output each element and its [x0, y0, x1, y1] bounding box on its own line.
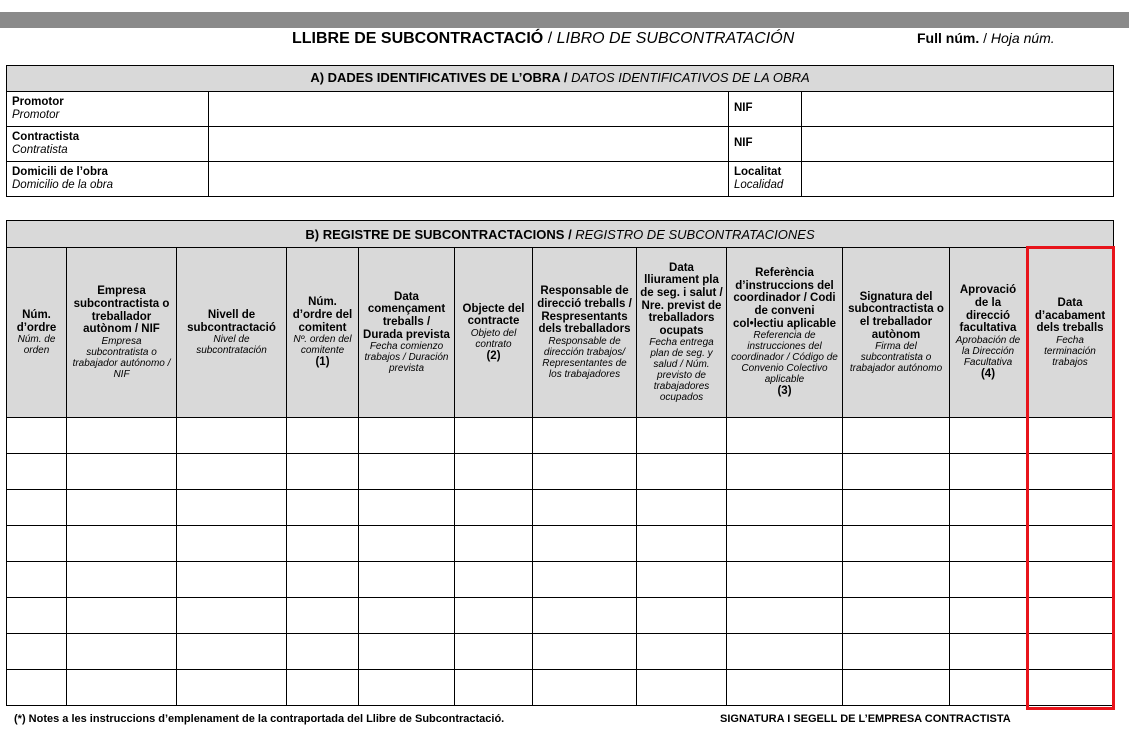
- contractista-row: [7, 127, 1114, 162]
- contractista-nif-label: NIF: [729, 127, 802, 162]
- table-cell[interactable]: [7, 598, 67, 634]
- table-cell[interactable]: [67, 562, 177, 598]
- column-header-note: (4): [980, 367, 996, 380]
- column-header-6: [455, 248, 533, 418]
- table-cell[interactable]: [7, 634, 67, 670]
- column-header-es: Empresa subcontratista o trabajador autónomo / NIF: [72, 335, 171, 380]
- column-header-5: [359, 248, 455, 418]
- column-header-12: [1027, 248, 1114, 418]
- table-cell[interactable]: [727, 598, 843, 634]
- table-row: [7, 454, 1114, 490]
- table-cell[interactable]: [637, 634, 727, 670]
- table-cell[interactable]: [1027, 634, 1114, 670]
- table-cell[interactable]: [533, 418, 637, 454]
- table-cell[interactable]: [843, 562, 950, 598]
- column-header-row: [7, 248, 1114, 418]
- section-a-table: [6, 65, 1114, 197]
- table-cell[interactable]: [177, 454, 287, 490]
- table-cell[interactable]: [67, 490, 177, 526]
- column-header-4: [287, 248, 359, 418]
- table-row: [7, 418, 1114, 454]
- column-header-ca: Referència d’instruccions del coordinador / Codi de conveni col•lectiu aplicable: [732, 267, 837, 330]
- table-row: [7, 634, 1114, 670]
- table-cell[interactable]: [455, 526, 533, 562]
- table-cell[interactable]: [359, 562, 455, 598]
- table-cell[interactable]: [177, 634, 287, 670]
- table-cell[interactable]: [637, 670, 727, 706]
- table-cell[interactable]: [637, 562, 727, 598]
- table-cell[interactable]: [7, 526, 67, 562]
- table-cell[interactable]: [727, 634, 843, 670]
- table-cell[interactable]: [7, 562, 67, 598]
- section-a-title: A) DADES IDENTIFICATIVES DE L’OBRA / DATOS IDENTIFICATIVOS DE LA OBRA: [7, 66, 1114, 92]
- register-body: [7, 418, 1114, 706]
- table-cell[interactable]: [359, 454, 455, 490]
- table-cell[interactable]: [455, 418, 533, 454]
- table-cell[interactable]: [1027, 418, 1114, 454]
- column-header-8: [637, 248, 727, 418]
- promotor-field[interactable]: [209, 92, 729, 127]
- table-cell[interactable]: [7, 418, 67, 454]
- table-row: [7, 562, 1114, 598]
- column-header-ca: Nivell de subcontractació: [187, 308, 276, 334]
- localitat-label: Localitat Localidad: [729, 162, 802, 197]
- table-cell[interactable]: [533, 562, 637, 598]
- table-cell[interactable]: [637, 526, 727, 562]
- table-cell[interactable]: [7, 670, 67, 706]
- table-cell[interactable]: [359, 526, 455, 562]
- table-cell[interactable]: [843, 418, 950, 454]
- column-header-ca: Empresa subcontractista o treballador autònom / NIF: [73, 285, 170, 336]
- column-header-ca: Núm. d’ordre del comitent: [292, 296, 353, 334]
- table-cell[interactable]: [727, 526, 843, 562]
- table-cell[interactable]: [950, 670, 1027, 706]
- sheet-label-sep: /: [979, 30, 991, 46]
- table-cell[interactable]: [455, 562, 533, 598]
- sheet-label-es: Hoja núm.: [990, 30, 1055, 46]
- column-header-ca: Data d’acabament dels treballs: [1034, 297, 1106, 335]
- sheet-label-ca: Full núm.: [917, 30, 980, 46]
- column-header-ca: Responsable de direcció treballs / Respresentants dels treballadors: [537, 285, 632, 336]
- table-row: [7, 490, 1114, 526]
- contractista-label: Contractista Contratista: [7, 127, 209, 162]
- column-header-ca: Data començament treballs / Durada prevista: [363, 290, 450, 341]
- table-cell[interactable]: [533, 634, 637, 670]
- table-cell[interactable]: [1027, 454, 1114, 490]
- table-row: [7, 526, 1114, 562]
- table-cell[interactable]: [950, 454, 1027, 490]
- table-cell[interactable]: [637, 418, 727, 454]
- contractista-nif-field[interactable]: [802, 127, 1114, 162]
- column-header-es: Objeto del contrato: [470, 327, 517, 350]
- table-cell[interactable]: [67, 418, 177, 454]
- table-cell[interactable]: [1027, 670, 1114, 706]
- signature-label: SIGNATURA I SEGELL DE L’EMPRESA CONTRACTISTA: [720, 713, 1011, 725]
- table-cell[interactable]: [533, 526, 637, 562]
- table-cell[interactable]: [177, 562, 287, 598]
- localitat-field[interactable]: [802, 162, 1114, 197]
- book-title-sep: /: [543, 30, 557, 47]
- column-header-ca: Data lliurament pla de seg. i salut / Nre. previst de treballadors ocupats: [640, 261, 723, 337]
- domicili-row: [7, 162, 1114, 197]
- table-cell[interactable]: [950, 418, 1027, 454]
- table-cell[interactable]: [287, 526, 359, 562]
- column-header-note: (3): [777, 385, 792, 398]
- table-cell[interactable]: [1027, 490, 1114, 526]
- column-header-es: Fecha comienzo trabajos / Duración prevista: [364, 341, 449, 375]
- table-cell[interactable]: [67, 634, 177, 670]
- table-cell[interactable]: [727, 418, 843, 454]
- section-b-table: [6, 220, 1114, 706]
- column-header-note: (2): [486, 349, 501, 362]
- table-cell[interactable]: [359, 598, 455, 634]
- domicili-field[interactable]: [209, 162, 729, 197]
- table-cell[interactable]: [455, 670, 533, 706]
- table-cell[interactable]: [287, 418, 359, 454]
- document-header: [0, 28, 1129, 50]
- column-header-es: Referencia de instrucciones del coordinador / Código de Convenio Colectivo aplicable: [731, 330, 838, 386]
- table-cell[interactable]: [843, 526, 950, 562]
- table-cell[interactable]: [727, 670, 843, 706]
- table-cell[interactable]: [843, 670, 950, 706]
- table-cell[interactable]: [177, 526, 287, 562]
- column-header-note: (1): [315, 356, 330, 369]
- table-cell[interactable]: [843, 634, 950, 670]
- promotor-nif-label: NIF: [729, 92, 802, 127]
- table-cell[interactable]: [177, 418, 287, 454]
- table-cell[interactable]: [533, 598, 637, 634]
- column-header-es: Núm. de orden: [17, 334, 56, 357]
- table-cell[interactable]: [287, 454, 359, 490]
- table-cell[interactable]: [950, 562, 1027, 598]
- top-banner-bar: [0, 12, 1129, 28]
- table-cell[interactable]: [533, 670, 637, 706]
- table-cell[interactable]: [67, 598, 177, 634]
- contractista-field[interactable]: [209, 127, 729, 162]
- table-cell[interactable]: [455, 454, 533, 490]
- table-cell[interactable]: [287, 598, 359, 634]
- table-cell[interactable]: [455, 598, 533, 634]
- table-cell[interactable]: [287, 490, 359, 526]
- column-header-9: [727, 248, 843, 418]
- table-cell[interactable]: [67, 526, 177, 562]
- promotor-label: Promotor Promotor: [7, 92, 209, 127]
- table-cell[interactable]: [1027, 598, 1114, 634]
- table-cell[interactable]: [1027, 562, 1114, 598]
- table-cell[interactable]: [727, 454, 843, 490]
- table-cell[interactable]: [67, 454, 177, 490]
- table-cell[interactable]: [533, 454, 637, 490]
- table-row: [7, 670, 1114, 706]
- domicili-label: Domicili de l’obra Domicilio de la obra: [7, 162, 209, 197]
- table-cell[interactable]: [287, 634, 359, 670]
- table-cell[interactable]: [950, 490, 1027, 526]
- book-title: [292, 30, 794, 48]
- table-cell[interactable]: [177, 598, 287, 634]
- table-cell[interactable]: [359, 634, 455, 670]
- table-cell[interactable]: [950, 526, 1027, 562]
- book-title-ca: LLIBRE DE SUBCONTRACTACIÓ: [292, 30, 544, 47]
- table-cell[interactable]: [177, 490, 287, 526]
- promotor-nif-field[interactable]: [802, 92, 1114, 127]
- table-cell[interactable]: [455, 634, 533, 670]
- table-cell[interactable]: [727, 562, 843, 598]
- promotor-row: [7, 92, 1114, 127]
- table-cell[interactable]: [1027, 526, 1114, 562]
- column-header-es: Responsable de dirección trabajos/ Representantes de los trabajadores: [542, 335, 627, 380]
- column-header-11: [950, 248, 1027, 418]
- table-cell[interactable]: [67, 670, 177, 706]
- column-header-2: [67, 248, 177, 418]
- table-cell[interactable]: [533, 490, 637, 526]
- column-header-7: [533, 248, 637, 418]
- column-header-es: Aprobación de la Dirección Facultativa: [955, 334, 1021, 368]
- column-header-ca: Signatura del subcontractista o el treballador autònom: [848, 290, 944, 341]
- column-header-3: [177, 248, 287, 418]
- table-cell[interactable]: [7, 454, 67, 490]
- table-cell[interactable]: [177, 670, 287, 706]
- column-header-es: Nº. orden del comitente: [293, 334, 352, 357]
- table-cell[interactable]: [359, 418, 455, 454]
- table-cell[interactable]: [727, 490, 843, 526]
- table-cell[interactable]: [359, 490, 455, 526]
- footnote: (*) Notes a les instruccions d’emplenament de la contraportada del Llibre de Subcontractació.: [14, 713, 505, 725]
- table-cell[interactable]: [843, 490, 950, 526]
- column-header-es: Fecha entrega plan de seg. y salud / Núm. previsto de trabajadores ocupados: [649, 337, 714, 404]
- table-cell[interactable]: [287, 670, 359, 706]
- table-cell[interactable]: [359, 670, 455, 706]
- table-cell[interactable]: [843, 598, 950, 634]
- table-cell[interactable]: [950, 598, 1027, 634]
- table-cell[interactable]: [287, 562, 359, 598]
- column-header-1: [7, 248, 67, 418]
- table-cell[interactable]: [637, 454, 727, 490]
- column-header-es: Fecha terminación trabajos: [1044, 334, 1096, 368]
- table-cell[interactable]: [637, 598, 727, 634]
- sheet-number-label: [917, 30, 1055, 46]
- table-cell[interactable]: [7, 490, 67, 526]
- column-header-ca: Aprovació de la direcció facultativa: [959, 284, 1017, 335]
- column-header-10: [843, 248, 950, 418]
- table-cell[interactable]: [950, 634, 1027, 670]
- table-row: [7, 598, 1114, 634]
- table-cell[interactable]: [455, 490, 533, 526]
- column-header-es: Nivel de subcontratación: [196, 334, 267, 357]
- column-header-ca: Núm. d’ordre: [16, 308, 57, 334]
- column-header-es: Firma del subcontratista o trabajador autónomo: [849, 341, 943, 375]
- table-cell[interactable]: [843, 454, 950, 490]
- book-title-es: LIBRO DE SUBCONTRATACIÓN: [556, 30, 795, 47]
- column-header-ca: Objecte del contracte: [462, 302, 525, 328]
- section-b-title: B) REGISTRE DE SUBCONTRACTACIONS / REGISTRO DE SUBCONTRATACIONES: [7, 221, 1114, 248]
- table-cell[interactable]: [637, 490, 727, 526]
